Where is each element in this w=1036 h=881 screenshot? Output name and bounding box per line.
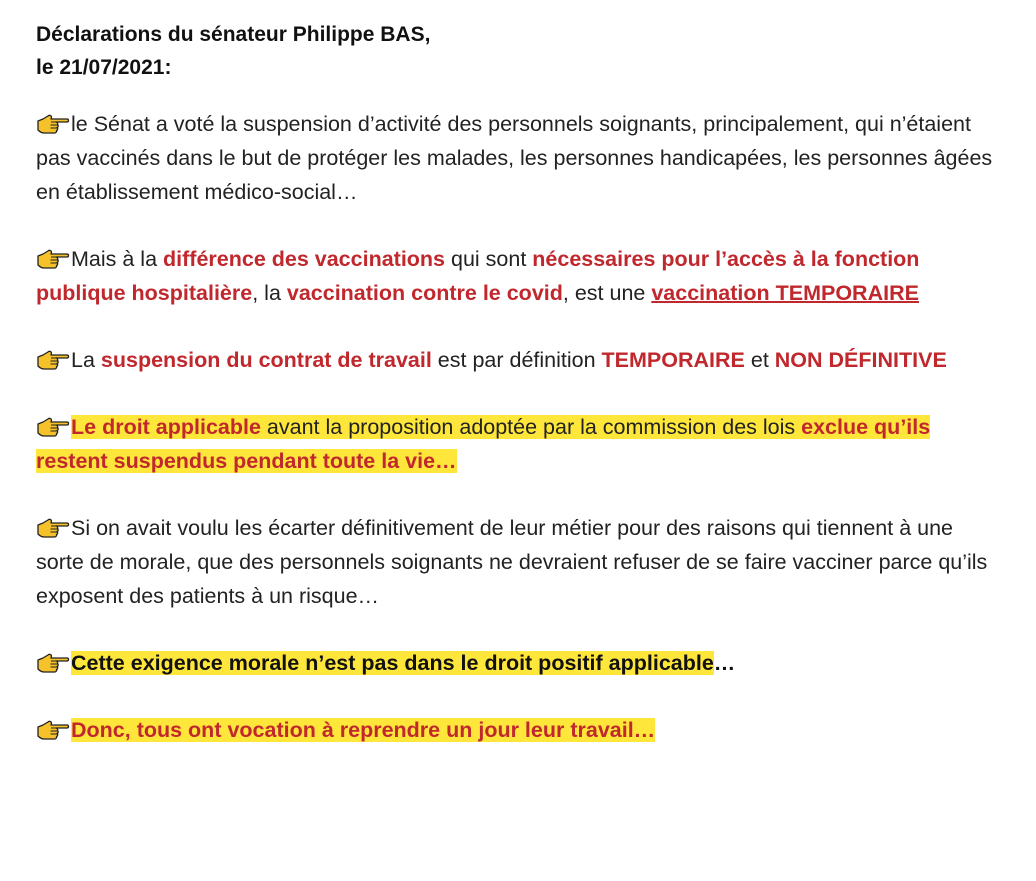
- pointing-hand-icon: [36, 718, 70, 740]
- p2-text-1: Mais à la: [71, 247, 164, 271]
- paragraph-senate-vote: [36, 107, 996, 209]
- pointing-hand-icon: [36, 247, 70, 269]
- p3-text-3: et: [744, 348, 775, 372]
- p2-text-2: qui sont: [445, 247, 533, 271]
- p2-emphasis-2: nécessaires pour l’accès à la fonction publique hospitalière: [36, 247, 920, 305]
- p4-emphasis-2: exclue qu’ils restent suspendus pendant toute la vie…: [36, 415, 931, 473]
- paragraph-return-to-work: [36, 713, 996, 747]
- p6-ellipsis: …: [713, 651, 736, 675]
- p2-emphasis-underlined: vaccination TEMPORAIRE: [651, 281, 919, 305]
- p4-emphasis-1: Le droit applicable: [71, 415, 261, 439]
- paragraph-moral-requirement: [36, 646, 996, 680]
- document-title: [36, 18, 996, 84]
- p2-emphasis-3: vaccination contre le covid: [286, 281, 563, 305]
- paragraph-temporary-vaccination: [36, 242, 996, 310]
- paragraph-1-text: le Sénat a voté la suspension d’activité des personnels soignants, principalement, qui n’étaient pas vaccinés dans le but de protéger les malades, les personnes handicapées, les personnes âgées en établissement médico-social…: [36, 112, 993, 204]
- p7-emphasis: Donc, tous ont vocation à reprendre un jour leur travail…: [71, 718, 656, 742]
- p2-emphasis-1: différence des vaccinations: [163, 247, 446, 271]
- pointing-hand-icon: [36, 112, 70, 134]
- p3-emphasis-1: suspension du contrat de travail: [100, 348, 432, 372]
- paragraph-moral-reasons: [36, 511, 996, 613]
- p6-bold-highlighted: Cette exigence morale n’est pas dans le droit positif applicable: [71, 651, 714, 675]
- pointing-hand-icon: [36, 348, 70, 370]
- paragraph-5-text: Si on avait voulu les écarter définitivement de leur métier pour des raisons qui tiennent à une sorte de morale, que des personnels soignants ne devraient refuser de se faire vacciner parce qu’ils exposent des patients à un risque…: [36, 516, 988, 608]
- p3-emphasis-2: TEMPORAIRE: [601, 348, 745, 372]
- pointing-hand-icon: [36, 651, 70, 673]
- title-line-2: le 21/07/2021:: [36, 56, 172, 79]
- paragraph-contract-suspension: [36, 343, 996, 377]
- paragraph-applicable-law: [36, 410, 996, 478]
- p3-emphasis-3: NON DÉFINITIVE: [774, 348, 947, 372]
- p4-text-1: avant la proposition adoptée par la commission des lois: [260, 415, 802, 439]
- p2-text-3: , la: [252, 281, 287, 305]
- p3-text-2: est par définition: [431, 348, 602, 372]
- pointing-hand-icon: [36, 415, 70, 437]
- pointing-hand-icon: [36, 516, 70, 538]
- p3-text-1: La: [71, 348, 101, 372]
- p2-text-4: , est une: [562, 281, 652, 305]
- title-line-1: Déclarations du sénateur Philippe BAS,: [36, 23, 431, 46]
